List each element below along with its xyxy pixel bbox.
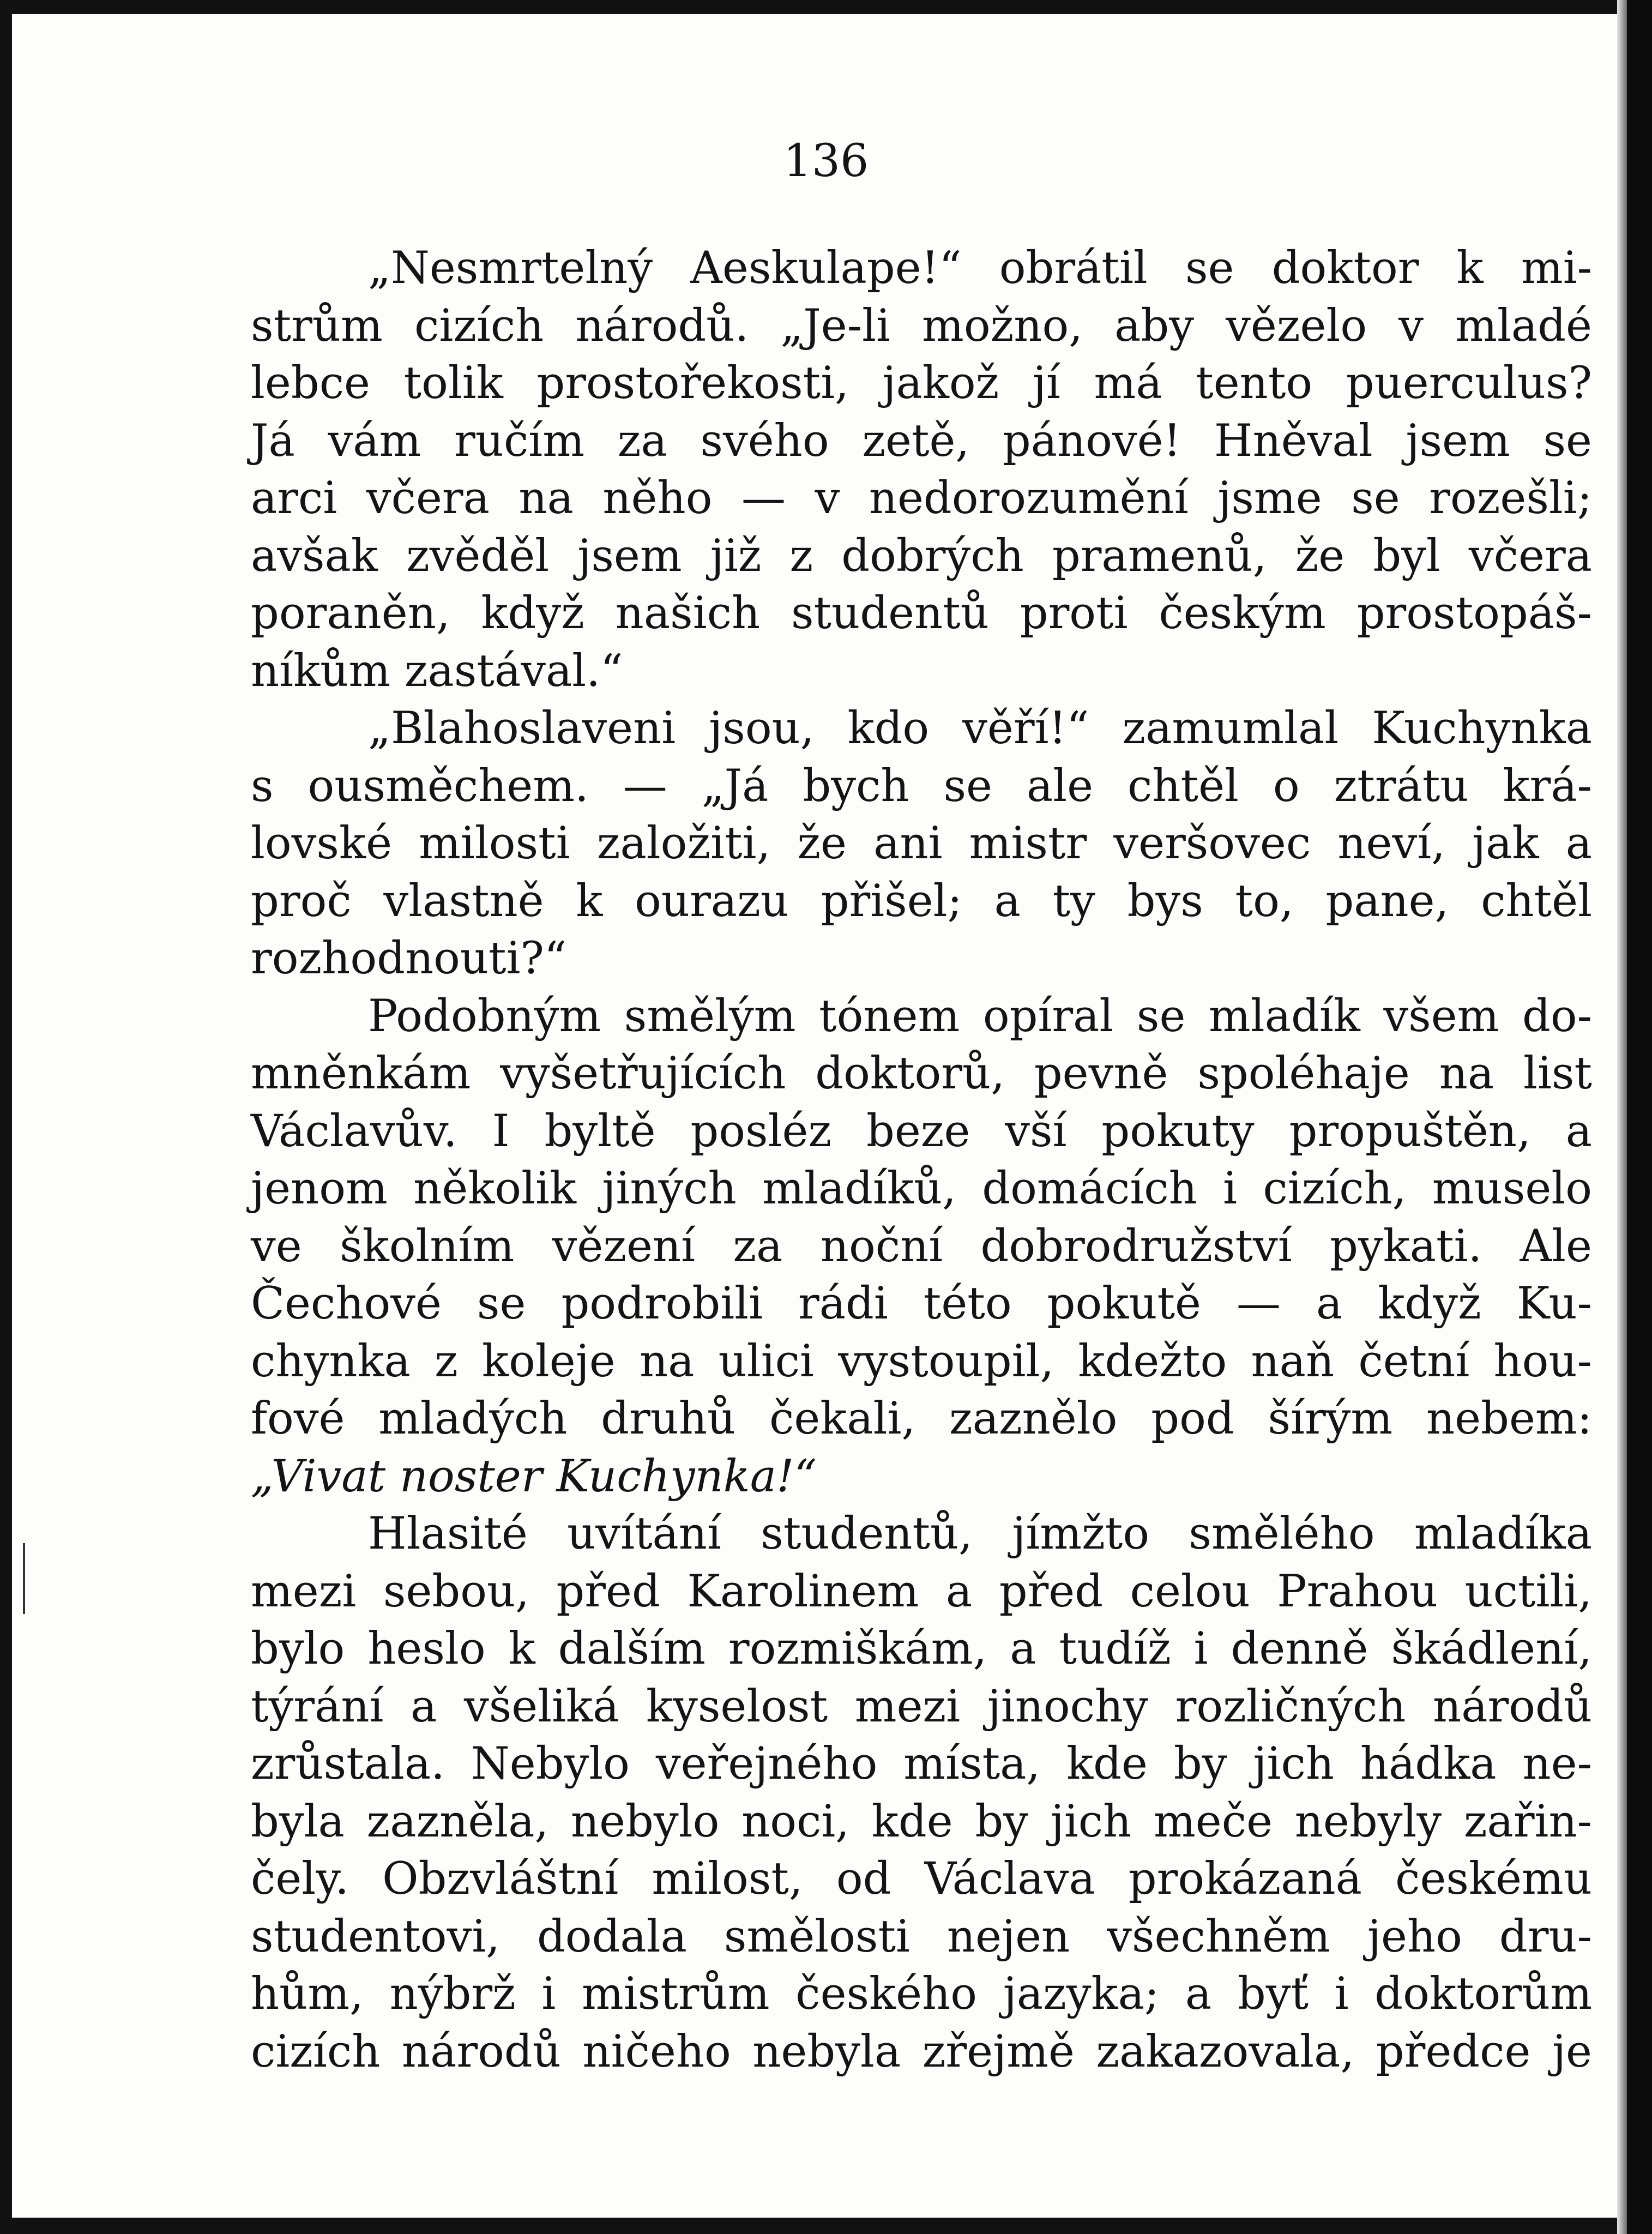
text-line: Hlasité uvítání studentů, jímžto smělého mladíka (368, 1508, 1592, 1559)
text-line: mezi sebou, před Karolinem a před celou Prahou uctili, (251, 1565, 1592, 1617)
scan-mark (23, 1543, 25, 1614)
text-line: s ousměchem. — „Já bych se ale chtěl o ztrátu krá- (251, 760, 1592, 812)
text-line: níkům zastával.“ (251, 645, 623, 697)
body-text (251, 240, 1592, 2081)
text-line: fové mladých druhů čekali, zaznělo pod šírým nebem: (251, 1393, 1592, 1444)
text-line: čely. Obzvláštní milost, od Václava prokázaná českému (251, 1853, 1592, 1905)
text-line: poraněn, když našich studentů proti českým prostopáš- (251, 588, 1592, 639)
text-line: rozhodnouti?“ (251, 933, 567, 984)
text-line: lebce tolik prostořekosti, jakož jí má tento puerculus? (251, 358, 1592, 409)
page-edge-shadow (1617, 0, 1627, 2234)
text-line: ve školním vězení za noční dobrodružství pykati. Ale (251, 1220, 1592, 1272)
text-line: hům, nýbrž i mistrům českého jazyka; a byť i doktorům (251, 1968, 1592, 2020)
text-line: Já vám ručím za svého zetě, pánové! Hněval jsem se (251, 415, 1592, 467)
text-line: avšak zvěděl jsem již z dobrých pramenů, že byl včera (251, 530, 1592, 582)
text-line: strům cizích národů. „Je-li možno, aby vězelo v mladé (251, 300, 1592, 352)
text-line: proč vlastně k ourazu přišel; a ty bys to, pane, chtěl (251, 875, 1592, 927)
text-line: cizích národů ničeho nebyla zřejmě zakazovala, předce je (251, 2026, 1592, 2078)
text-line: zrůstala. Nebylo veřejného místa, kde by jich hádka ne- (251, 1738, 1592, 1790)
text-line: byla zazněla, nebylo noci, kde by jich meče nebyly zařin- (251, 1796, 1592, 1847)
page-number: 136 (783, 135, 869, 187)
text-line: „Vivat noster Kuchynka!“ (251, 1450, 817, 1502)
text-line: arci včera na něho — v nedorozumění jsme se rozešli; (251, 473, 1592, 524)
scan-border-right (1627, 0, 1652, 2234)
text-line: bylo heslo k dalším rozmiškám, a tudíž i denně škádlení, (251, 1623, 1592, 1675)
text-line: „Nesmrtelný Aeskulape!“ obrátil se doktor k mi- (368, 243, 1592, 294)
text-line: lovské milosti založiti, že ani mistr veršovec neví, jak a (251, 818, 1592, 869)
text-line: jenom několik jiných mladíků, domácích i cizích, muselo (251, 1163, 1592, 1214)
text-line: mněnkám vyšetřujících doktorů, pevně spoléhaje na list (251, 1048, 1592, 1099)
text-line: Podobným smělým tónem opíral se mladík všem do- (368, 990, 1592, 1042)
text-line: chynka z koleje na ulici vystoupil, kdežto naň četní hou- (251, 1335, 1592, 1387)
text-line: „Blahoslaveni jsou, kdo věří!“ zamumlal Kuchynka (368, 703, 1592, 754)
text-line: Čechové se podrobili rádi této pokutě — a když Ku- (251, 1278, 1592, 1329)
text-line: týrání a všeliká kyselost mezi jinochy rozličných národů (251, 1681, 1592, 1732)
text-line: studentovi, dodala smělosti nejen všechněm jeho dru- (251, 1911, 1592, 1962)
text-line: Václavův. I byltě posléz beze vší pokuty propuštěn, a (251, 1105, 1592, 1157)
